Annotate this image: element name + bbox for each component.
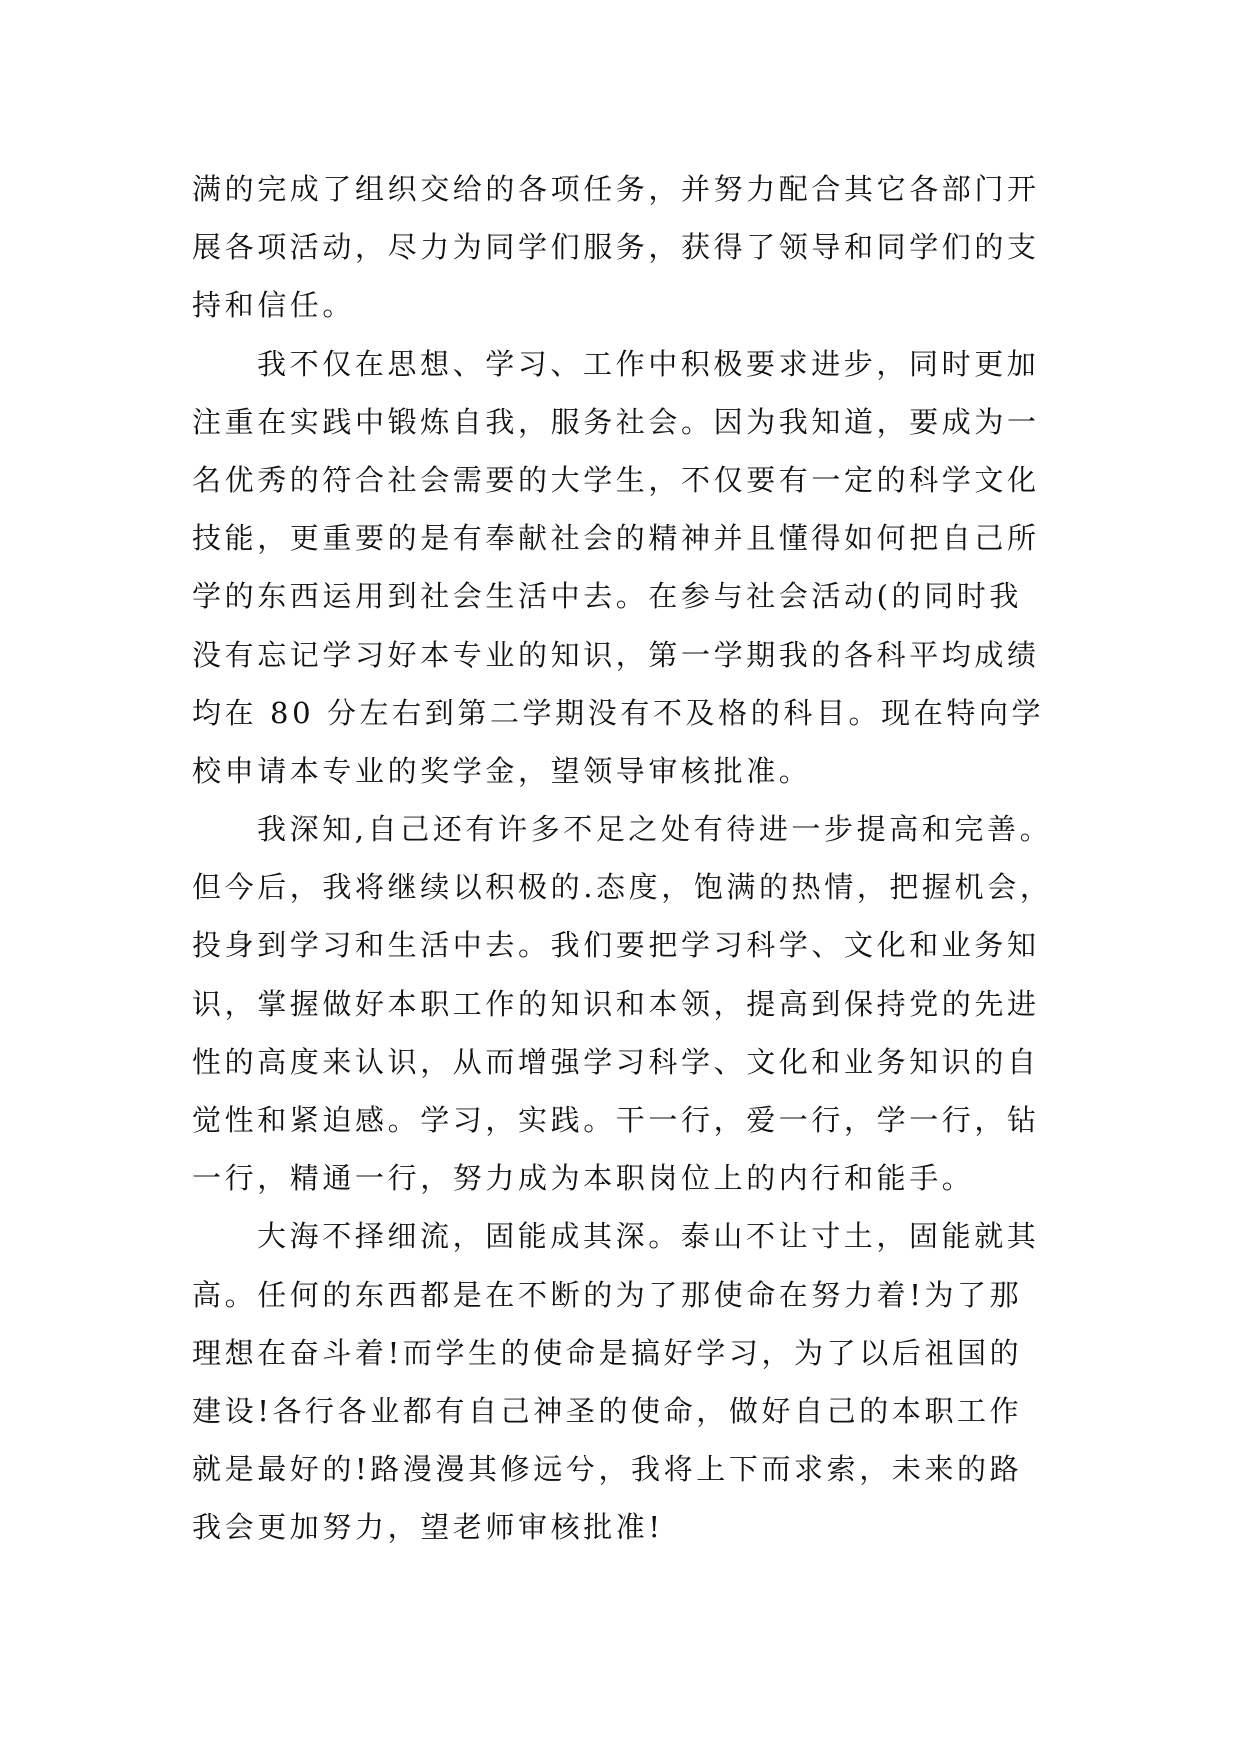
text-line: 高。任何的东西都是在不断的为了那使命在努力着!为了那	[192, 1277, 1023, 1312]
text-line: 没有忘记学习好本专业的知识，第一学期我的各科平均成绩	[192, 637, 1040, 672]
text-line: 我不仅在思想、学习、工作中积极要求进步，同时更加	[257, 346, 1040, 381]
text-line: 学的东西运用到社会生活中去。在参与社会活动(的同时我	[192, 579, 1022, 614]
paragraph-2	[192, 335, 1052, 801]
text-line: 就是最好的!路漫漫其修远兮，我将上下而求索，未来的路	[192, 1452, 1023, 1487]
text-line: 但今后，我将继续以积极的.态度，饱满的热情，把握机会，	[192, 870, 1053, 905]
document-body	[192, 160, 1052, 1557]
text-line: 识，掌握做好本职工作的知识和本领，提高到保持党的先进	[192, 986, 1040, 1021]
text-line: 理想在奋斗着!而学生的使命是搞好学习，为了以后祖国的	[192, 1335, 1023, 1370]
text-line: 名优秀的符合社会需要的大学生，不仅要有一定的科学文化	[192, 462, 1040, 497]
text-line: 觉性和紧迫感。学习，实践。干一行，爱一行，学一行，钻	[192, 1103, 1040, 1137]
paragraph-3	[192, 800, 1052, 1207]
text-line: 一行，精通一行，努力成为本职岗位上的内行和能手。	[192, 1161, 975, 1196]
paragraph-4	[192, 1207, 1052, 1556]
text-line: 持和信任。	[192, 288, 356, 323]
text-line: 校申请本专业的奖学金，望领导审核批准。	[192, 753, 812, 788]
paragraph-1	[192, 160, 1052, 335]
text-line: 投身到学习和生活中去。我们要把学习科学、文化和业务知	[192, 928, 1040, 963]
text-line: 技能，更重要的是有奉献社会的精神并且懂得如何把自己所	[192, 521, 1040, 556]
text-line: 我深知,自己还有许多不足之处有待进一步提高和完善。	[257, 812, 1053, 847]
text-line: 展各项活动，尽力为同学们服务，获得了领导和同学们的支	[192, 230, 1040, 265]
text-line: 性的高度来认识，从而增强学习科学、文化和业务知识的自	[192, 1044, 1040, 1079]
text-line: 我会更加努力，望老师审核批准!	[192, 1510, 664, 1545]
text-line: 大海不择细流，固能成其深。泰山不让寸土，固能就其	[257, 1219, 1040, 1254]
text-line: 均在 80 分左右到第二学期没有不及格的科目。现在特向学	[192, 695, 1045, 730]
text-line: 满的完成了组织交给的各项任务，并努力配合其它各部门开	[192, 172, 1040, 206]
text-line: 注重在实践中锻炼自我，服务社会。因为我知道，要成为一	[192, 404, 1040, 439]
text-line: 建设!各行各业都有自己神圣的使命，做好自己的本职工作	[192, 1393, 1023, 1428]
